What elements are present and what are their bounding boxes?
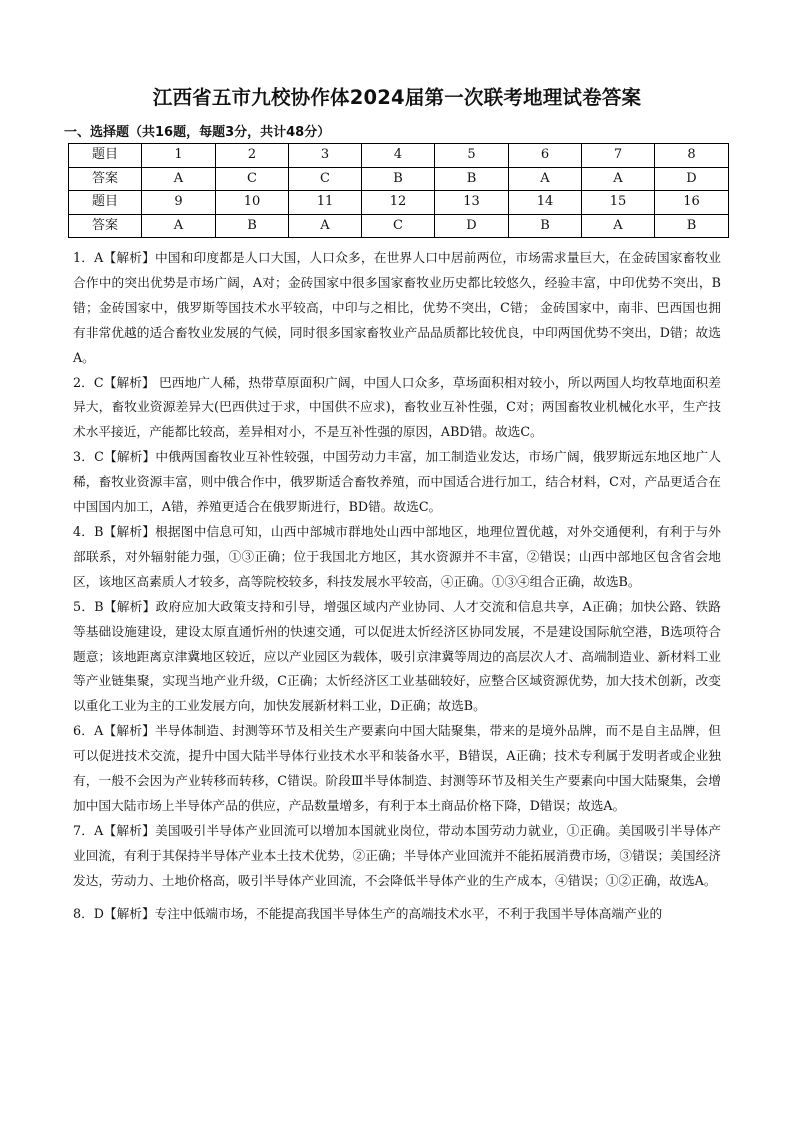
table-cell: 3 xyxy=(289,144,362,168)
explanation-paragraph: 6．A【解析】半导体制造、封测等环节及相关生产要素向中国大陆聚集，带来的是境外品牌，而不是自主品牌，但可以促进技术交流，提升中国大陆半导体行业技术水平和装备水平，B错误，A正确；技术专利属于发明者或企业独有，一般不会因为产业转移而转移，C错误。阶段Ⅲ半导体制造、封测等环节及相关生产要素向中国大陆聚集，会增加中国大陆市场上半导体产品的供应，产品数量增多，有利于本土商品价格下降，D错误；故选A。 xyxy=(73,723,721,813)
answer-table xyxy=(68,143,729,238)
explanation-paragraph: 5．B【解析】政府应加大政策支持和引导，增强区域内产业协同、人才交流和信息共享，A正确；加快公路、铁路等基础设施建设，建设太原直通忻州的快速交通，可以促进太忻经济区协同发展，不是建设国际航空港，B选项符合题意；该地距离京津冀地区较近，应以产业园区为载体，吸引京津冀等周边的高层次人才、高端制造业、新材料工业等产业链集聚，实现当地产业升级，C正确；太忻经济区工业基础较好，应整合区域资源优势，加大技术创新，改变以重化工业为主的工业发展方向，加快发展新材料工业，D正确；故选B。 xyxy=(73,598,721,714)
explanations xyxy=(73,246,721,926)
table-cell: 答案 xyxy=(69,214,142,238)
table-cell: 11 xyxy=(289,191,362,215)
table-cell: B xyxy=(655,214,729,238)
table-cell: 6 xyxy=(509,144,582,168)
table-cell: 题目 xyxy=(69,191,142,215)
table-cell: A xyxy=(142,214,216,238)
table-cell: A xyxy=(582,214,655,238)
explanation-paragraph: 1．A【解析】中国和印度都是人口大国，人口众多，在世界人口中居前两位，市场需求量巨大，在金砖国家畜牧业合作中的突出优势是市场广阔，A对；金砖国家中很多国家畜牧业历史都比较悠久，经验丰富，中印优势不突出，B错；金砖国家中，俄罗斯等国技术水平较高，中印与之相比，优势不突出，C错； 金砖国家中，南非、巴西国也拥有非常优越的适合畜牧业发展的气候，同时很多国家畜牧业产品品质都比较优良，中印两国优势不突出，D错；故选A。 xyxy=(73,250,721,365)
table-cell: D xyxy=(435,214,509,238)
table-row xyxy=(69,167,729,191)
section-heading: 一、选择题（共16题，每题3分，共计48分） xyxy=(64,125,331,140)
table-cell: B xyxy=(435,167,509,191)
table-cell: B xyxy=(509,214,582,238)
table-cell: 题目 xyxy=(69,144,142,168)
explanation-paragraph: 7．A【解析】美国吸引半导体产业回流可以增加本国就业岗位，带动本国劳动力就业，①正确。美国吸引半导体产业回流，有利于其保持半导体产业本土技术优势，②正确；半导体产业回流并不能拓展消费市场，③错误；美国经济发达，劳动力、土地价格高，吸引半导体产业回流，不会降低半导体产业的生产成本，④错误；①②正确，故选A。 xyxy=(73,822,721,888)
table-cell: A xyxy=(582,167,655,191)
table-cell: A xyxy=(509,167,582,191)
table-row xyxy=(69,191,729,215)
table-cell: C xyxy=(362,214,435,238)
page-title: 江西省五市九校协作体2024届第一次联考地理试卷答案 xyxy=(152,86,642,109)
table-cell: 2 xyxy=(216,144,289,168)
table-cell: 4 xyxy=(362,144,435,168)
table-cell: 答案 xyxy=(69,167,142,191)
table-row xyxy=(69,144,729,168)
table-row xyxy=(69,214,729,238)
table-cell: 10 xyxy=(216,191,289,215)
table-cell: D xyxy=(655,167,729,191)
table-cell: 9 xyxy=(142,191,216,215)
table-cell: B xyxy=(362,167,435,191)
table-cell: 14 xyxy=(509,191,582,215)
table-cell: 13 xyxy=(435,191,509,215)
table-cell: C xyxy=(289,167,362,191)
table-cell: 16 xyxy=(655,191,729,215)
table-cell: 8 xyxy=(655,144,729,168)
explanation-paragraph: 2．C【解析】 巴西地广人稀，热带草原面积广阔，中国人口众多，草场面积相对较小，所以两国人均牧草地面积差异大，畜牧业资源差异大(巴西供过于求，中国供不应求)，畜牧业互补性强，C对；两国畜牧业机械化水平，生产技术水平接近，产能都比较高，差异相对小，不是互补性强的原因，ABD错。故选C。 xyxy=(73,374,721,440)
table-cell: 5 xyxy=(435,144,509,168)
table-cell: 7 xyxy=(582,144,655,168)
explanation-paragraph: 3．C【解析】中俄两国畜牧业互补性较强，中国劳动力丰富，加工制造业发达，市场广阔，俄罗斯远东地区地广人稀，畜牧业资源丰富，则中俄合作中，俄罗斯适合畜牧养殖，而中国适合进行加工，结合材料，C对，产品更适合在中国国内加工，A错，养殖更适合在俄罗斯进行，BD错。故选C。 xyxy=(73,449,721,515)
explanation-paragraph: 4．B【解析】根据图中信息可知，山西中部城市群地处山西中部地区，地理位置优越，对外交通便利，有利于与外部联系，对外辐射能力强，①③正确；位于我国北方地区，其水资源并不丰富，②错误；山西中部地区包含省会地区，该地区高素质人才较多，高等院校较多，科技发展水平较高，④正确。①③④组合正确，故选B。 xyxy=(73,523,721,589)
table-cell: C xyxy=(216,167,289,191)
table-cell: B xyxy=(216,214,289,238)
table-cell: 15 xyxy=(582,191,655,215)
table-cell: 12 xyxy=(362,191,435,215)
table-cell: A xyxy=(142,167,216,191)
explanation-paragraph: 8．D【解析】专注中低端市场，不能提高我国半导体生产的高端技术水平，不利于我国半导体高端产业的 xyxy=(73,905,663,921)
table-cell: A xyxy=(289,214,362,238)
table-cell: 1 xyxy=(142,144,216,168)
